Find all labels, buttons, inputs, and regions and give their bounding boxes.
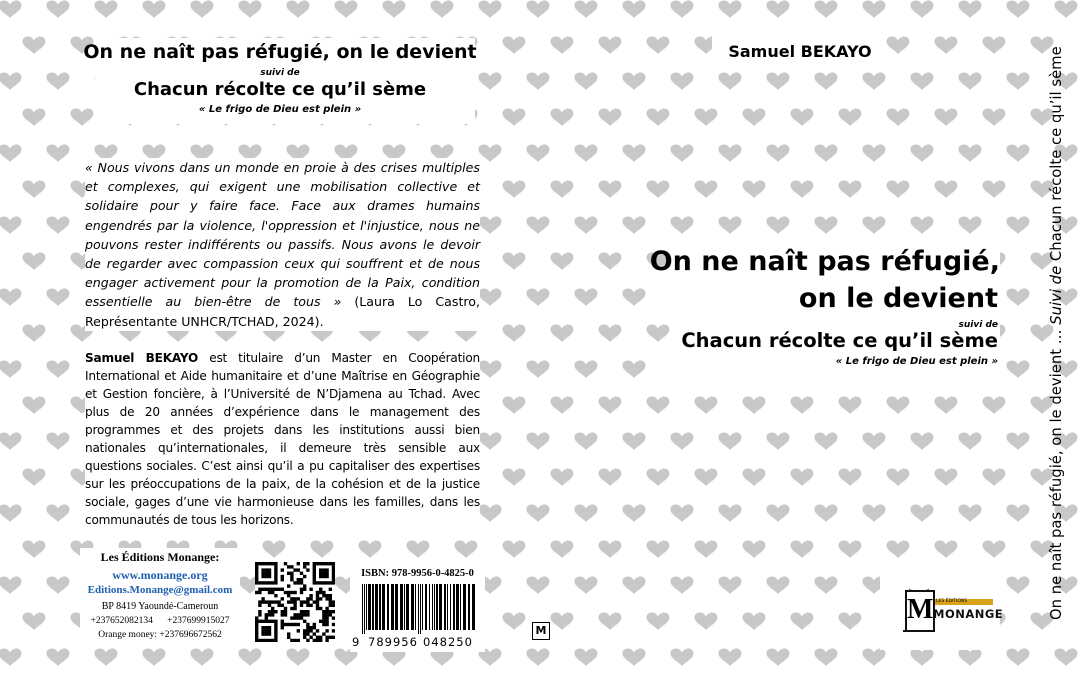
bio-author-name: Samuel BEKAYO [85,351,199,365]
back-cover [0,0,520,675]
barcode-digits-right: 048250 [423,635,473,649]
author-bio [85,349,480,529]
publisher-email: Editions.Monange@gmail.com [87,584,233,596]
spine-logo: M [532,622,550,640]
quote-text: « Nous vivons dans un monde en proie à des crises multiples et complexes, qui exigent une mobilisation collective et solidaire pour y faire face. Face aux drames humains engendrés par la violence, l'oppression et l'injustice, nous ne pouvons rester indifférents ou passifs. Nous avons le devoir de regarder avec compassion ceux qui souffrent et de nous engager activement pour la promotion de la Paix, condition essentielle au bien-être de tous » [85,160,480,310]
back-quote [85,158,480,331]
logo-base [903,630,935,632]
back-title: On ne naît pas réfugié, on le devient [83,41,477,63]
publisher-info [80,548,240,646]
qr-code [255,562,335,642]
publisher-logo [903,582,1004,638]
bio-text: est titulaire d’un Master en Coopération International et Aide humanitaire et d’une Maîtrise en Géographie et Gestion foncière, à l’Université de N’Djamena au Tchad. Avec plus de 20 années d’expérience dans le management des programmes et des projets dans les institutions aussi bien nationales qu’internationales, il demeure très sensible aux questions sociales. C’est ainsi qu’il a pu capitaliser des expertises sur les préoccupations de la paix, de la cohésion et de la justice sociale, gages d’une vie harmonieuse dans les familles, dans les communautés de tous les horizons. [85,351,480,527]
logo-letter: M [905,590,935,632]
front-cover [560,0,1080,675]
barcode [362,584,480,634]
publisher-name: Les Éditions Monange: [100,550,220,564]
spine-subtitle: Chacun récolte ce qu’il sème [1048,46,1065,266]
spine-suivi-de: Suivi de [1048,265,1065,325]
front-title-line2: on le devient [798,283,998,314]
front-tagline: « Le frigo de Dieu est plein » [835,356,998,367]
phone-2: +237699915027 [167,616,230,626]
back-tagline: « Le frigo de Dieu est plein » [198,104,362,115]
isbn-label: ISBN: 978-9956-0-4825-0 [361,568,474,579]
front-author: Samuel BEKAYO [728,42,872,61]
front-subtitle: Chacun récolte ce qu’il sème [681,329,998,352]
back-subtitle: Chacun récolte ce qu’il sème [133,79,427,100]
publisher-orange-money: Orange money: +237696672562 [98,630,222,640]
publisher-phones [80,616,240,626]
logo-small-text: LES ÉDITIONS [936,599,968,604]
quote-attribution: (Laura Lo Castro, Représentante UNHCR/TCHAD, 2024). [85,294,481,329]
phone-1: +237652082134 [90,616,153,626]
barcode-digits-left: 789956 [368,635,418,649]
spine-title-main: On ne naît pas réfugié, on le devient … [1048,324,1065,620]
front-suivi-de: suivi de [958,320,998,330]
logo-name: MONANGE [933,607,1004,621]
front-title-line1: On ne naît pas réfugié, [649,246,1000,277]
back-suivi-de: suivi de [260,68,300,78]
publisher-address: BP 8419 Yaoundé-Cameroun [101,601,219,612]
publisher-website: www.monange.org [112,568,208,582]
isbn-barcode [350,560,485,652]
barcode-digit-lead: 9 [352,635,360,649]
